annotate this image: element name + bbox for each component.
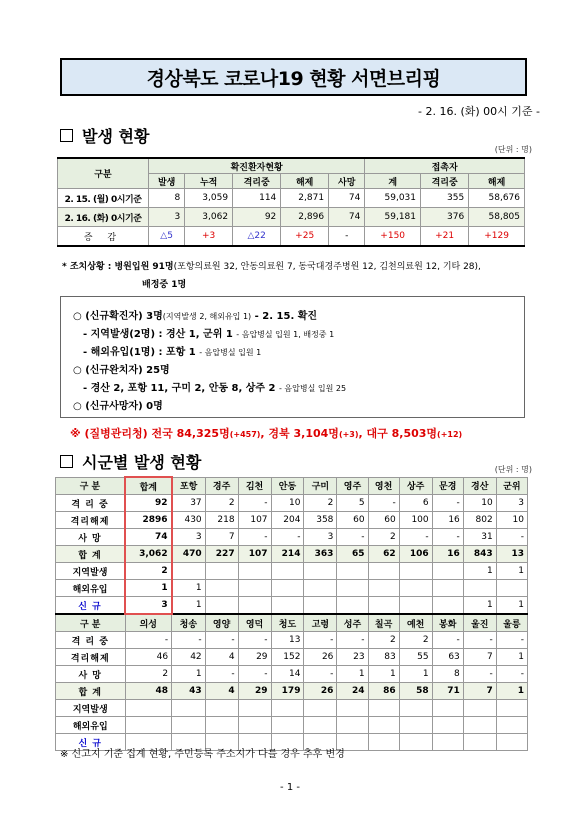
row-label: 해외유입	[56, 580, 126, 597]
cell: 4	[205, 649, 238, 666]
row-label: 사 망	[56, 529, 126, 546]
table-row	[56, 512, 528, 529]
cell: 3,062	[185, 208, 233, 227]
table-row	[56, 495, 528, 512]
cell	[368, 563, 399, 580]
cell: 355	[421, 189, 469, 208]
summary-overseas	[83, 343, 261, 358]
cell: 23	[337, 649, 368, 666]
cell	[463, 717, 496, 734]
cell: 204	[271, 512, 304, 529]
cell: 10	[496, 512, 527, 529]
col-header: 격리중	[421, 174, 469, 189]
cell: 1	[172, 597, 206, 615]
table-header-row	[56, 477, 528, 495]
table-row	[56, 717, 528, 734]
cell: 10	[271, 495, 304, 512]
column-header: 의성	[125, 614, 172, 632]
cell	[496, 734, 527, 751]
column-header: 경주	[205, 477, 238, 495]
cell: 1	[368, 666, 399, 683]
cell: 3	[125, 597, 172, 615]
column-header: 구 분	[56, 477, 126, 495]
text: - 해외유입(1명) : 포항 1	[83, 347, 196, 358]
col-header: 발생	[149, 174, 185, 189]
cell: 74	[125, 529, 172, 546]
cell: 29	[238, 649, 271, 666]
table-row	[56, 529, 528, 546]
cell	[496, 717, 527, 734]
cell	[399, 717, 432, 734]
cell: 1	[172, 580, 206, 597]
column-header: 문경	[432, 477, 463, 495]
text: (지역발생 2, 해외유입 1)	[162, 312, 252, 321]
note-line2: 배정중 1명	[142, 280, 187, 290]
col-header: 누적	[185, 174, 233, 189]
cell: 3,059	[185, 189, 233, 208]
cell: 3	[304, 529, 337, 546]
col-confirmed-group: 확진환자현황	[149, 158, 365, 174]
cell: 6	[399, 495, 432, 512]
cell: 376	[421, 208, 469, 227]
cell: 7	[463, 683, 496, 700]
cell: 7	[205, 529, 238, 546]
cell: 26	[304, 683, 337, 700]
cell	[238, 717, 271, 734]
cell: 2	[125, 666, 172, 683]
text: - 음압병실 입원 25	[279, 384, 347, 393]
cell	[399, 597, 432, 615]
delta-row	[58, 227, 525, 247]
cell	[432, 563, 463, 580]
text: (+3)	[338, 430, 359, 439]
cell: 10	[463, 495, 496, 512]
cell: -	[496, 666, 527, 683]
column-header: 고령	[304, 614, 337, 632]
cell: 2896	[125, 512, 172, 529]
col-header: 해제	[469, 174, 525, 189]
cell: 58	[399, 683, 432, 700]
col-header: 격리중	[233, 174, 281, 189]
unit-label: (단위 : 명)	[494, 145, 532, 154]
row-label: 해외유입	[56, 717, 126, 734]
cell: +129	[469, 227, 525, 247]
square-bullet-icon	[60, 129, 73, 142]
cell: -	[238, 529, 271, 546]
row-label: 합 계	[56, 546, 126, 563]
cell	[432, 580, 463, 597]
column-header: 울진	[463, 614, 496, 632]
summary-local	[83, 325, 334, 340]
column-header: 합계	[125, 477, 172, 495]
column-header: 구 분	[56, 614, 126, 632]
column-header: 성주	[337, 614, 368, 632]
cell: 48	[125, 683, 172, 700]
text: , 대구 8,503명	[358, 427, 438, 440]
row-label: 사 망	[56, 666, 126, 683]
text: (+12)	[437, 430, 463, 439]
table-row	[56, 666, 528, 683]
cell: 62	[368, 546, 399, 563]
cell: 24	[337, 683, 368, 700]
cell: 1	[463, 597, 496, 615]
cell	[125, 700, 172, 717]
cell: 65	[337, 546, 368, 563]
cell: -	[463, 632, 496, 649]
cell: 1	[125, 580, 172, 597]
cell: -	[337, 632, 368, 649]
col-header: 계	[365, 174, 421, 189]
table-row	[56, 546, 528, 563]
occurrence-table	[57, 157, 525, 247]
col-header: 사망	[329, 174, 365, 189]
unit-label: (단위 : 명)	[494, 465, 532, 474]
cell: 214	[271, 546, 304, 563]
cell: 2	[125, 563, 172, 580]
cell	[172, 700, 206, 717]
column-header: 경산	[463, 477, 496, 495]
cell: -	[368, 495, 399, 512]
column-header: 안동	[271, 477, 304, 495]
cell: 114	[233, 189, 281, 208]
row-label: 격 리 중	[56, 495, 126, 512]
column-header: 구미	[304, 477, 337, 495]
cell	[205, 580, 238, 597]
column-header: 상주	[399, 477, 432, 495]
cell: 92	[125, 495, 172, 512]
cell: 92	[233, 208, 281, 227]
row-label: 합 계	[56, 683, 126, 700]
cell: 843	[463, 546, 496, 563]
cell: 83	[368, 649, 399, 666]
cell: 29	[238, 683, 271, 700]
cell: 107	[238, 546, 271, 563]
row-label: 지역발생	[56, 563, 126, 580]
cell: 58,676	[469, 189, 525, 208]
cell: -	[432, 529, 463, 546]
cell: -	[238, 666, 271, 683]
cell	[304, 717, 337, 734]
table-row	[58, 189, 525, 208]
column-header: 영덕	[238, 614, 271, 632]
cell: 42	[172, 649, 206, 666]
page-title: 경상북도 코로나19 현황 서면브리핑	[60, 58, 527, 96]
cell: -	[205, 666, 238, 683]
cell: 107	[238, 512, 271, 529]
cell	[463, 700, 496, 717]
cell: 3	[172, 529, 206, 546]
cell: -	[399, 529, 432, 546]
section-occurrence-heading	[60, 124, 149, 147]
column-header: 울릉	[496, 614, 527, 632]
cell: 13	[271, 632, 304, 649]
cell	[432, 597, 463, 615]
table-row	[56, 632, 528, 649]
cell: 60	[368, 512, 399, 529]
cell	[238, 700, 271, 717]
cell: 363	[304, 546, 337, 563]
cell: 59,031	[365, 189, 421, 208]
cell: 86	[368, 683, 399, 700]
cell: -	[271, 529, 304, 546]
text: (+457)	[229, 430, 261, 439]
cell	[304, 700, 337, 717]
cell: △22	[233, 227, 281, 247]
column-header: 김천	[238, 477, 271, 495]
cell	[337, 563, 368, 580]
cell: -	[238, 495, 271, 512]
cell: 3	[149, 208, 185, 227]
cell: 1	[496, 649, 527, 666]
cell: 59,181	[365, 208, 421, 227]
cell	[238, 597, 271, 615]
cell: 1	[172, 666, 206, 683]
col-contact-group: 접촉자	[365, 158, 525, 174]
text: ○ (신규확진자) 3명	[73, 311, 163, 322]
cell	[271, 717, 304, 734]
col-gubun: 구분	[58, 158, 149, 189]
cell	[496, 700, 527, 717]
cell: 470	[172, 546, 206, 563]
cell: 358	[304, 512, 337, 529]
text: , 경북 3,104명	[260, 427, 339, 440]
cell	[432, 717, 463, 734]
cell	[432, 700, 463, 717]
cell: -	[337, 529, 368, 546]
cell	[172, 563, 206, 580]
column-header: 군위	[496, 477, 527, 495]
cell: 1	[463, 563, 496, 580]
cell: 2	[368, 529, 399, 546]
cell	[205, 563, 238, 580]
section-city-label: 시군별 발생 현황	[82, 453, 202, 472]
cell: +150	[365, 227, 421, 247]
row-label: 신 규	[56, 597, 126, 615]
column-header: 봉화	[432, 614, 463, 632]
text: - 경산 2, 포항 11, 구미 2, 안동 8, 상주 2	[83, 383, 276, 394]
cell: 2	[368, 632, 399, 649]
cell: -	[329, 227, 365, 247]
cell: 1	[337, 666, 368, 683]
cell	[463, 734, 496, 751]
cell: 3,062	[125, 546, 172, 563]
cell: 55	[399, 649, 432, 666]
cell: -	[172, 632, 206, 649]
cell: -	[125, 632, 172, 649]
summary-recovered-detail	[83, 379, 346, 394]
cell: -	[304, 666, 337, 683]
cell: 802	[463, 512, 496, 529]
cell: 74	[329, 208, 365, 227]
cell: 8	[432, 666, 463, 683]
cell: 5	[337, 495, 368, 512]
row-label: 2. 16. (화) 0시기준	[58, 208, 149, 227]
cell: +21	[421, 227, 469, 247]
cell: -	[496, 529, 527, 546]
cell: 60	[337, 512, 368, 529]
cell: 179	[271, 683, 304, 700]
footnote: ※ 신고지 기준 집계 현황, 주민등록 주소지가 다를 경우 추후 변경	[60, 749, 345, 760]
table-row	[56, 683, 528, 700]
cell: 1	[496, 563, 527, 580]
cell: 14	[271, 666, 304, 683]
row-label: 2. 15. (월) 0시기준	[58, 189, 149, 208]
text: - 음압병실 입원 1	[199, 348, 262, 357]
table-row	[56, 563, 528, 580]
text: - 지역발생(2명) : 경산 1, 군위 1	[83, 329, 233, 340]
cell: 16	[432, 546, 463, 563]
cell	[304, 580, 337, 597]
cell	[337, 717, 368, 734]
cell: 152	[271, 649, 304, 666]
cell	[368, 580, 399, 597]
table-header-row	[56, 614, 528, 632]
page-number: - 1 -	[280, 782, 300, 793]
text: - 2. 15. 확진	[254, 311, 318, 322]
cell: 58,805	[469, 208, 525, 227]
cell: -	[463, 666, 496, 683]
note-rest: (포항의료원 32, 안동의료원 7, 동국대경주병원 12, 김천의료원 12, 기타 28),	[173, 262, 481, 272]
column-header: 청송	[172, 614, 206, 632]
cell	[205, 597, 238, 615]
text: ※ (질병관리청) 전국 84,325명	[70, 427, 230, 440]
cell	[271, 700, 304, 717]
national-status	[70, 425, 462, 441]
cell: △5	[149, 227, 185, 247]
cell	[496, 580, 527, 597]
cell	[205, 700, 238, 717]
column-header: 영천	[368, 477, 399, 495]
cell	[399, 700, 432, 717]
cell: 430	[172, 512, 206, 529]
date-line: - 2. 16. (화) 00시 기준 -	[418, 105, 540, 118]
table-row	[56, 580, 528, 597]
cell	[399, 563, 432, 580]
cell	[304, 563, 337, 580]
col-header: 해제	[281, 174, 329, 189]
cell: 2	[205, 495, 238, 512]
cell: -	[304, 632, 337, 649]
cell: 4	[205, 683, 238, 700]
cell: 71	[432, 683, 463, 700]
cell	[238, 563, 271, 580]
cell: 26	[304, 649, 337, 666]
cell	[399, 734, 432, 751]
cell: 2	[304, 495, 337, 512]
cell: +3	[185, 227, 233, 247]
cell	[271, 597, 304, 615]
cell: 218	[205, 512, 238, 529]
cell	[368, 597, 399, 615]
cell: -	[238, 632, 271, 649]
cell: 100	[399, 512, 432, 529]
column-header: 포항	[172, 477, 206, 495]
summary-box	[60, 296, 525, 418]
city-table	[55, 476, 528, 751]
cell: -	[496, 632, 527, 649]
cell: 7	[463, 649, 496, 666]
cell	[463, 580, 496, 597]
cell: 1	[399, 666, 432, 683]
table-row	[56, 597, 528, 615]
cell: +25	[281, 227, 329, 247]
cell: 46	[125, 649, 172, 666]
cell	[399, 580, 432, 597]
cell: 8	[149, 189, 185, 208]
cell: -	[205, 632, 238, 649]
column-header: 칠곡	[368, 614, 399, 632]
summary-new-confirmed	[73, 307, 317, 322]
cell	[125, 717, 172, 734]
cell: 16	[432, 512, 463, 529]
row-label: 격리해제	[56, 512, 126, 529]
row-label: 격 리 중	[56, 632, 126, 649]
cell: -	[432, 495, 463, 512]
row-label: 격리해제	[56, 649, 126, 666]
cell: 1	[496, 597, 527, 615]
cell: 13	[496, 546, 527, 563]
cell: 2,871	[281, 189, 329, 208]
cell	[271, 580, 304, 597]
action-note	[62, 258, 532, 294]
column-header: 예천	[399, 614, 432, 632]
cell	[205, 717, 238, 734]
table-row	[58, 208, 525, 227]
summary-recovered: ○ (신규완치자) 25명	[73, 365, 170, 376]
cell	[432, 734, 463, 751]
section-occurrence-label: 발생 현황	[82, 127, 150, 146]
cell	[368, 700, 399, 717]
column-header: 영양	[205, 614, 238, 632]
cell: 227	[205, 546, 238, 563]
cell	[368, 717, 399, 734]
column-header: 청도	[271, 614, 304, 632]
cell: 1	[496, 683, 527, 700]
cell	[337, 700, 368, 717]
cell: 3	[496, 495, 527, 512]
summary-deaths: ○ (신규사망자) 0명	[73, 401, 163, 412]
cell: 43	[172, 683, 206, 700]
text: - 음압병실 입원 1, 배정중 1	[236, 330, 335, 339]
cell: 74	[329, 189, 365, 208]
note-bold: * 조치상황 : 병원입원 91명	[62, 262, 174, 272]
cell	[368, 734, 399, 751]
square-bullet-icon	[60, 455, 73, 468]
row-label: 증 감	[58, 227, 149, 247]
cell	[271, 563, 304, 580]
section-city-heading	[60, 450, 201, 473]
cell: 2,896	[281, 208, 329, 227]
cell: 63	[432, 649, 463, 666]
row-label: 신 규	[56, 734, 126, 751]
cell	[172, 717, 206, 734]
table-row	[56, 649, 528, 666]
table-row	[56, 700, 528, 717]
cell: -	[432, 632, 463, 649]
column-header: 영주	[337, 477, 368, 495]
cell	[304, 597, 337, 615]
cell	[337, 580, 368, 597]
cell: 106	[399, 546, 432, 563]
cell	[337, 597, 368, 615]
cell	[238, 580, 271, 597]
cell: 2	[399, 632, 432, 649]
row-label: 지역발생	[56, 700, 126, 717]
cell: 37	[172, 495, 206, 512]
cell: 31	[463, 529, 496, 546]
